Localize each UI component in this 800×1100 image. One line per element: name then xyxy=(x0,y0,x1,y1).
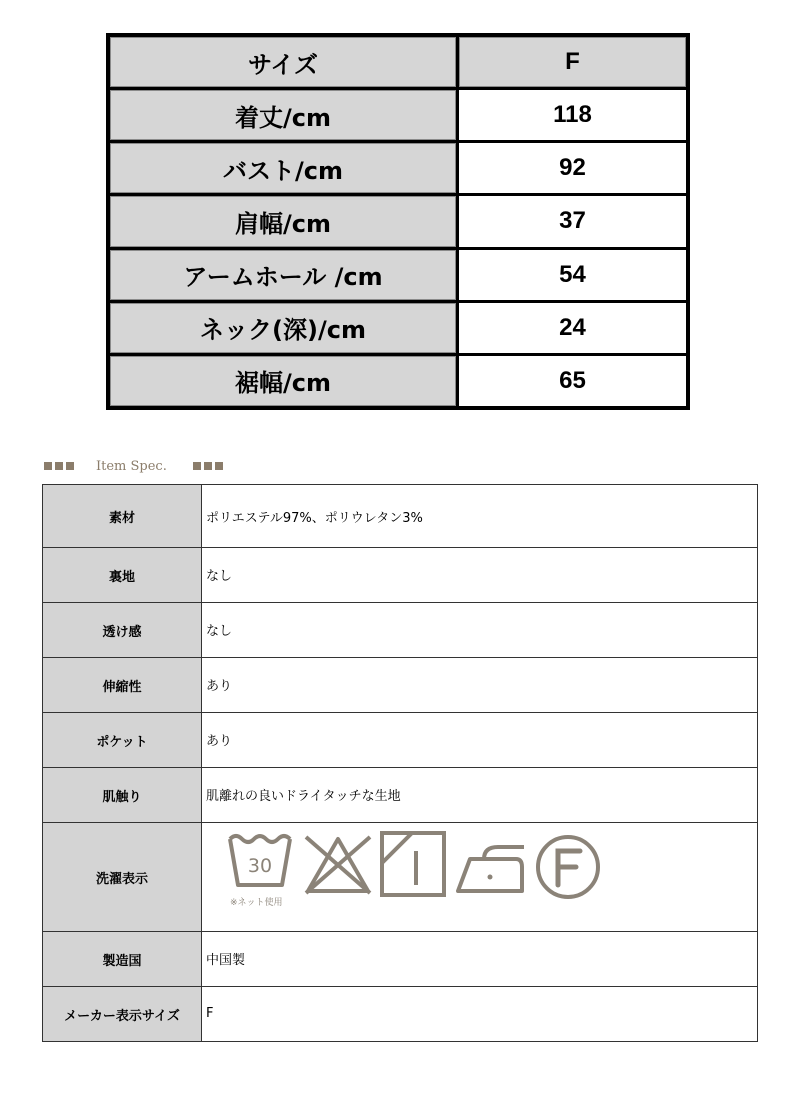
size-value: 118 xyxy=(459,90,686,140)
dry-clean-f-icon xyxy=(530,829,606,905)
spec-row-sheerness xyxy=(43,603,758,658)
size-row-hem xyxy=(110,356,686,406)
square-icon xyxy=(55,462,63,470)
wash-30-net-icon xyxy=(224,829,300,913)
size-value: 54 xyxy=(459,250,686,300)
spec-row-lining xyxy=(43,548,758,603)
iron-low-icon xyxy=(452,829,530,899)
square-icon xyxy=(204,462,212,470)
spec-title: Item Spec. xyxy=(96,458,167,474)
spec-row-care xyxy=(43,823,758,932)
spec-label: 伸縮性 xyxy=(43,658,202,713)
size-value: 37 xyxy=(459,196,686,246)
size-header-label: サイズ xyxy=(110,37,456,87)
square-icon xyxy=(215,462,223,470)
size-row-shoulder xyxy=(110,196,686,246)
spec-value: あり xyxy=(202,713,758,768)
square-icon xyxy=(66,462,74,470)
care-icons xyxy=(202,823,757,913)
spec-label: ポケット xyxy=(43,713,202,768)
care-cell xyxy=(202,823,758,932)
wash-note: ※ネット使用 xyxy=(230,898,283,908)
spec-label: 洗濯表示 xyxy=(43,823,202,932)
size-label: 肩幅/cm xyxy=(110,196,456,246)
size-row-length xyxy=(110,90,686,140)
size-label: バスト/cm xyxy=(110,143,456,193)
spec-row-maker-size xyxy=(43,987,758,1042)
size-label: ネック(深)/cm xyxy=(110,303,456,353)
size-table xyxy=(106,33,690,410)
spec-label: 裏地 xyxy=(43,548,202,603)
size-value: 24 xyxy=(459,303,686,353)
size-row-bust xyxy=(110,143,686,193)
spec-row-country xyxy=(43,932,758,987)
spec-value: なし xyxy=(202,548,758,603)
spec-row-stretch xyxy=(43,658,758,713)
size-label: 着丈/cm xyxy=(110,90,456,140)
spec-value: F xyxy=(202,987,758,1042)
decor-squares-right xyxy=(193,462,223,470)
spec-value: ポリエステル97%、ポリウレタン3% xyxy=(202,485,758,548)
wash-temp: 30 xyxy=(247,855,273,877)
spec-label: 製造国 xyxy=(43,932,202,987)
spec-value: 肌離れの良いドライタッチな生地 xyxy=(202,768,758,823)
square-icon xyxy=(44,462,52,470)
size-label: 裾幅/cm xyxy=(110,356,456,406)
decor-squares-left xyxy=(44,462,74,470)
spec-label: メーカー表示サイズ xyxy=(43,987,202,1042)
spec-table xyxy=(42,484,758,1042)
size-value: 92 xyxy=(459,143,686,193)
size-header-value: F xyxy=(459,37,686,87)
size-table-header xyxy=(110,37,686,87)
spec-label: 透け感 xyxy=(43,603,202,658)
drip-dry-shade-icon xyxy=(376,829,452,899)
size-row-neck xyxy=(110,303,686,353)
spec-row-material xyxy=(43,485,758,548)
no-bleach-icon xyxy=(300,829,376,899)
spec-label: 素材 xyxy=(43,485,202,548)
spec-value: 中国製 xyxy=(202,932,758,987)
spec-row-texture xyxy=(43,768,758,823)
spec-row-pocket xyxy=(43,713,758,768)
spec-value: なし xyxy=(202,603,758,658)
spec-value: あり xyxy=(202,658,758,713)
size-value: 65 xyxy=(459,356,686,406)
spec-label: 肌触り xyxy=(43,768,202,823)
square-icon xyxy=(193,462,201,470)
spec-heading xyxy=(44,457,223,475)
size-row-armhole xyxy=(110,250,686,300)
size-label: アームホール /cm xyxy=(110,250,456,300)
